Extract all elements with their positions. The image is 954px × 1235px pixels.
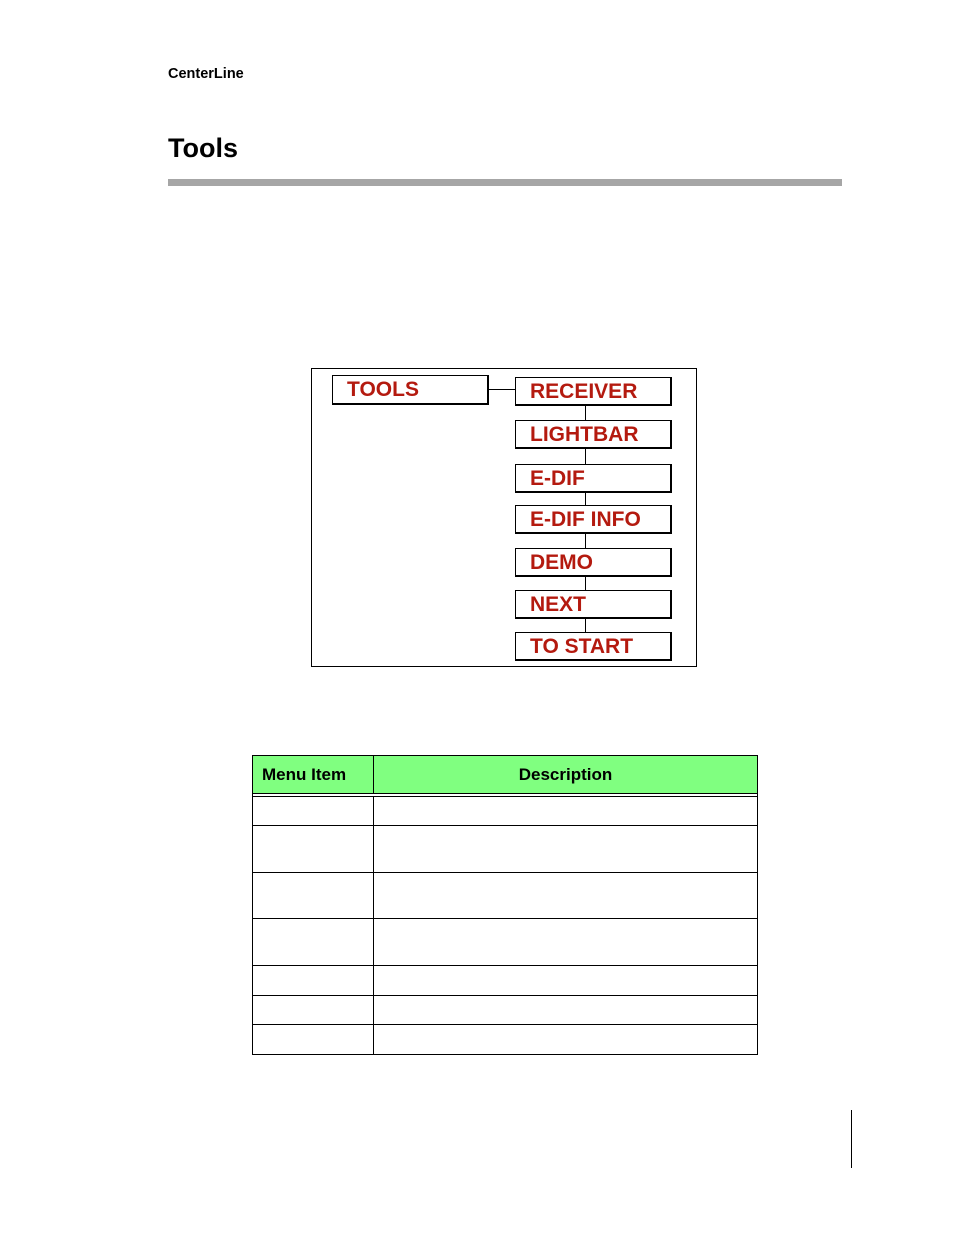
menu-root-tools: TOOLS bbox=[332, 375, 489, 405]
tools-menu-diagram bbox=[311, 368, 697, 667]
menu-description-table bbox=[252, 755, 758, 1055]
table-header-row bbox=[253, 756, 758, 794]
menu-item-demo: DEMO bbox=[515, 548, 672, 577]
menu-connector bbox=[585, 577, 586, 590]
menu-connector bbox=[585, 449, 586, 464]
table-row bbox=[253, 919, 758, 966]
menu-connector bbox=[585, 534, 586, 548]
table-cell-description bbox=[374, 1025, 758, 1055]
table-cell-item bbox=[253, 826, 374, 873]
table-row bbox=[253, 996, 758, 1025]
table-cell-description bbox=[374, 966, 758, 996]
menu-item-e-dif-info: E-DIF INFO bbox=[515, 505, 672, 534]
menu-item-lightbar: LIGHTBAR bbox=[515, 420, 672, 449]
table-cell-item bbox=[253, 1025, 374, 1055]
menu-item-receiver: RECEIVER bbox=[515, 377, 672, 406]
running-header: CenterLine bbox=[168, 66, 244, 82]
table-row bbox=[253, 966, 758, 996]
table-row bbox=[253, 797, 758, 826]
menu-connector bbox=[585, 406, 586, 420]
table-cell-item bbox=[253, 797, 374, 826]
table-cell-description bbox=[374, 873, 758, 919]
table-cell-item bbox=[253, 873, 374, 919]
menu-connector bbox=[585, 493, 586, 505]
menu-item-next: NEXT bbox=[515, 590, 672, 619]
menu-connector bbox=[489, 389, 515, 390]
table-cell-item bbox=[253, 919, 374, 966]
table-row bbox=[253, 873, 758, 919]
table-row bbox=[253, 826, 758, 873]
menu-item-to-start: TO START bbox=[515, 632, 672, 661]
table-cell-description bbox=[374, 797, 758, 826]
table-cell-item bbox=[253, 996, 374, 1025]
title-rule bbox=[168, 179, 842, 186]
table-cell-description bbox=[374, 919, 758, 966]
column-header-menu-item: Menu Item bbox=[253, 756, 374, 794]
table-cell-description bbox=[374, 996, 758, 1025]
column-header-description: Description bbox=[374, 756, 758, 794]
table-row bbox=[253, 1025, 758, 1055]
menu-item-e-dif: E-DIF bbox=[515, 464, 672, 493]
margin-bar bbox=[851, 1110, 852, 1168]
table-cell-item bbox=[253, 966, 374, 996]
page-title: Tools bbox=[168, 133, 238, 163]
menu-connector bbox=[585, 619, 586, 632]
table-cell-description bbox=[374, 826, 758, 873]
